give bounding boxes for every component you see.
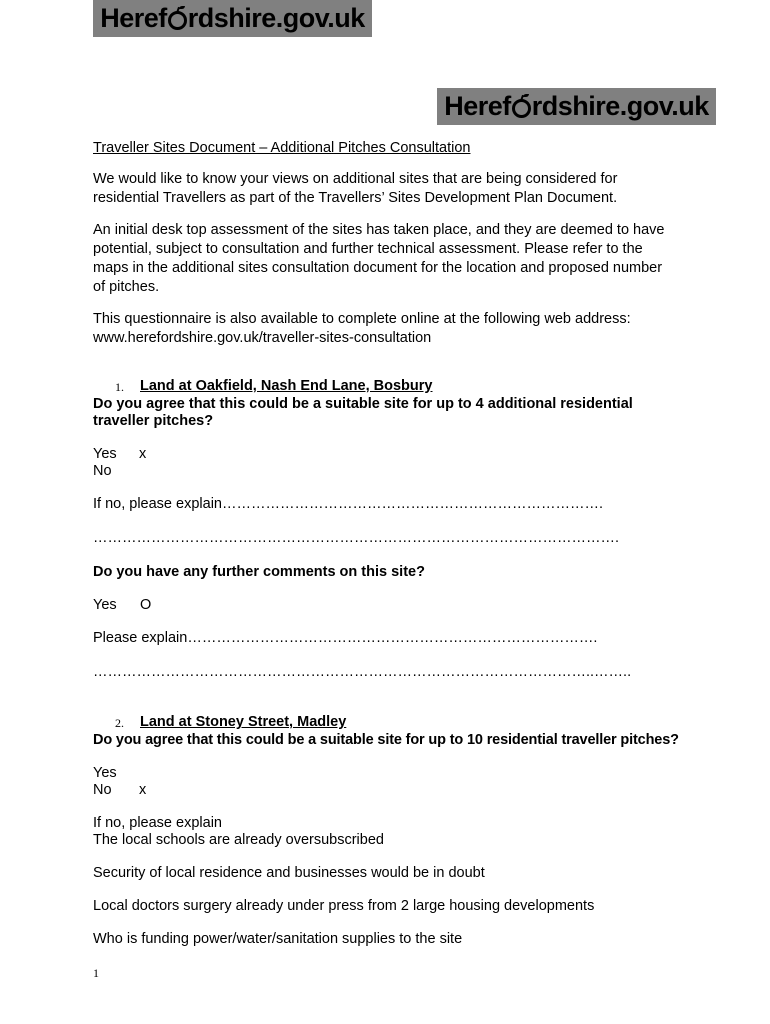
site1-dotted-line: ……………………………………………………………………………………………….: [93, 530, 620, 546]
site2-number: 2.: [115, 716, 124, 730]
assessment-line-4: of pitches.: [93, 279, 160, 295]
site1-explain-line: If no, please explain…………………………………………………………………….: [93, 496, 604, 512]
site2-comment-1: The local schools are already oversubscribed: [93, 832, 384, 848]
site1-question-line-2: traveller pitches?: [93, 413, 214, 429]
online-url: www.herefordshire.gov.uk/traveller-sites-consultation: [93, 330, 432, 346]
site2-comment-2: Security of local residence and businesses would be in doubt: [93, 865, 485, 881]
intro-line-1: We would like to know your views on additional sites that are being considered for: [93, 171, 618, 187]
site2-question: Do you agree that this could be a suitable site for up to 10 residential traveller pitches?: [93, 732, 679, 748]
logo-text-before: Heref: [100, 3, 167, 33]
logo-text-after: rdshire.gov.uk: [187, 3, 365, 33]
site1-heading: Land at Oakfield, Nash End Lane, Bosbury: [140, 378, 433, 394]
site1-yes-mark: x: [139, 446, 147, 462]
logo-text-after: rdshire.gov.uk: [531, 91, 709, 121]
site1-dotted-line-2: …………………………………………………………………………………………..……..: [93, 664, 632, 680]
page-number: 1: [93, 966, 99, 980]
site2-yes-label: Yes: [93, 765, 117, 781]
document-title: Traveller Sites Document – Additional Pitches Consultation: [93, 140, 471, 156]
site1-further-question: Do you have any further comments on this site?: [93, 564, 425, 580]
site2-comment-3: Local doctors surgery already under press from 2 large housing developments: [93, 898, 595, 914]
intro-line-2: residential Travellers as part of the Travellers’ Sites Development Plan Document.: [93, 190, 618, 206]
herefordshire-logo: [93, 0, 372, 37]
site1-please-explain-line: Please explain………………………………………………………………………….: [93, 630, 598, 646]
online-line-1: This questionnaire is also available to complete online at the following web address:: [93, 311, 631, 327]
herefordshire-logo-secondary: [437, 88, 716, 125]
site2-comment-4: Who is funding power/water/sanitation supplies to the site: [93, 931, 463, 947]
site1-question-line-1: Do you agree that this could be a suitable site for up to 4 additional residential: [93, 396, 633, 412]
site2-no-label: No: [93, 782, 112, 798]
assessment-line-3: maps in the additional sites consultation document for the location and proposed number: [93, 260, 663, 276]
assessment-line-1: An initial desk top assessment of the sites has taken place, and they are deemed to have: [93, 222, 665, 238]
logo-text-before: Heref: [444, 91, 511, 121]
assessment-line-2: potential, subject to consultation and further technical assessment. Please refer to the: [93, 241, 643, 257]
site2-heading: Land at Stoney Street, Madley: [140, 714, 347, 730]
apple-icon: [168, 11, 187, 30]
site2-no-mark: x: [139, 782, 147, 798]
site1-further-yes-label: Yes: [93, 597, 117, 613]
site1-no-label: No: [93, 463, 112, 479]
site1-yes-label: Yes: [93, 446, 117, 462]
site1-number: 1.: [115, 380, 124, 394]
site1-further-yes-mark: O: [140, 597, 152, 613]
site2-explain-heading: If no, please explain: [93, 815, 222, 831]
apple-icon: [512, 99, 531, 118]
